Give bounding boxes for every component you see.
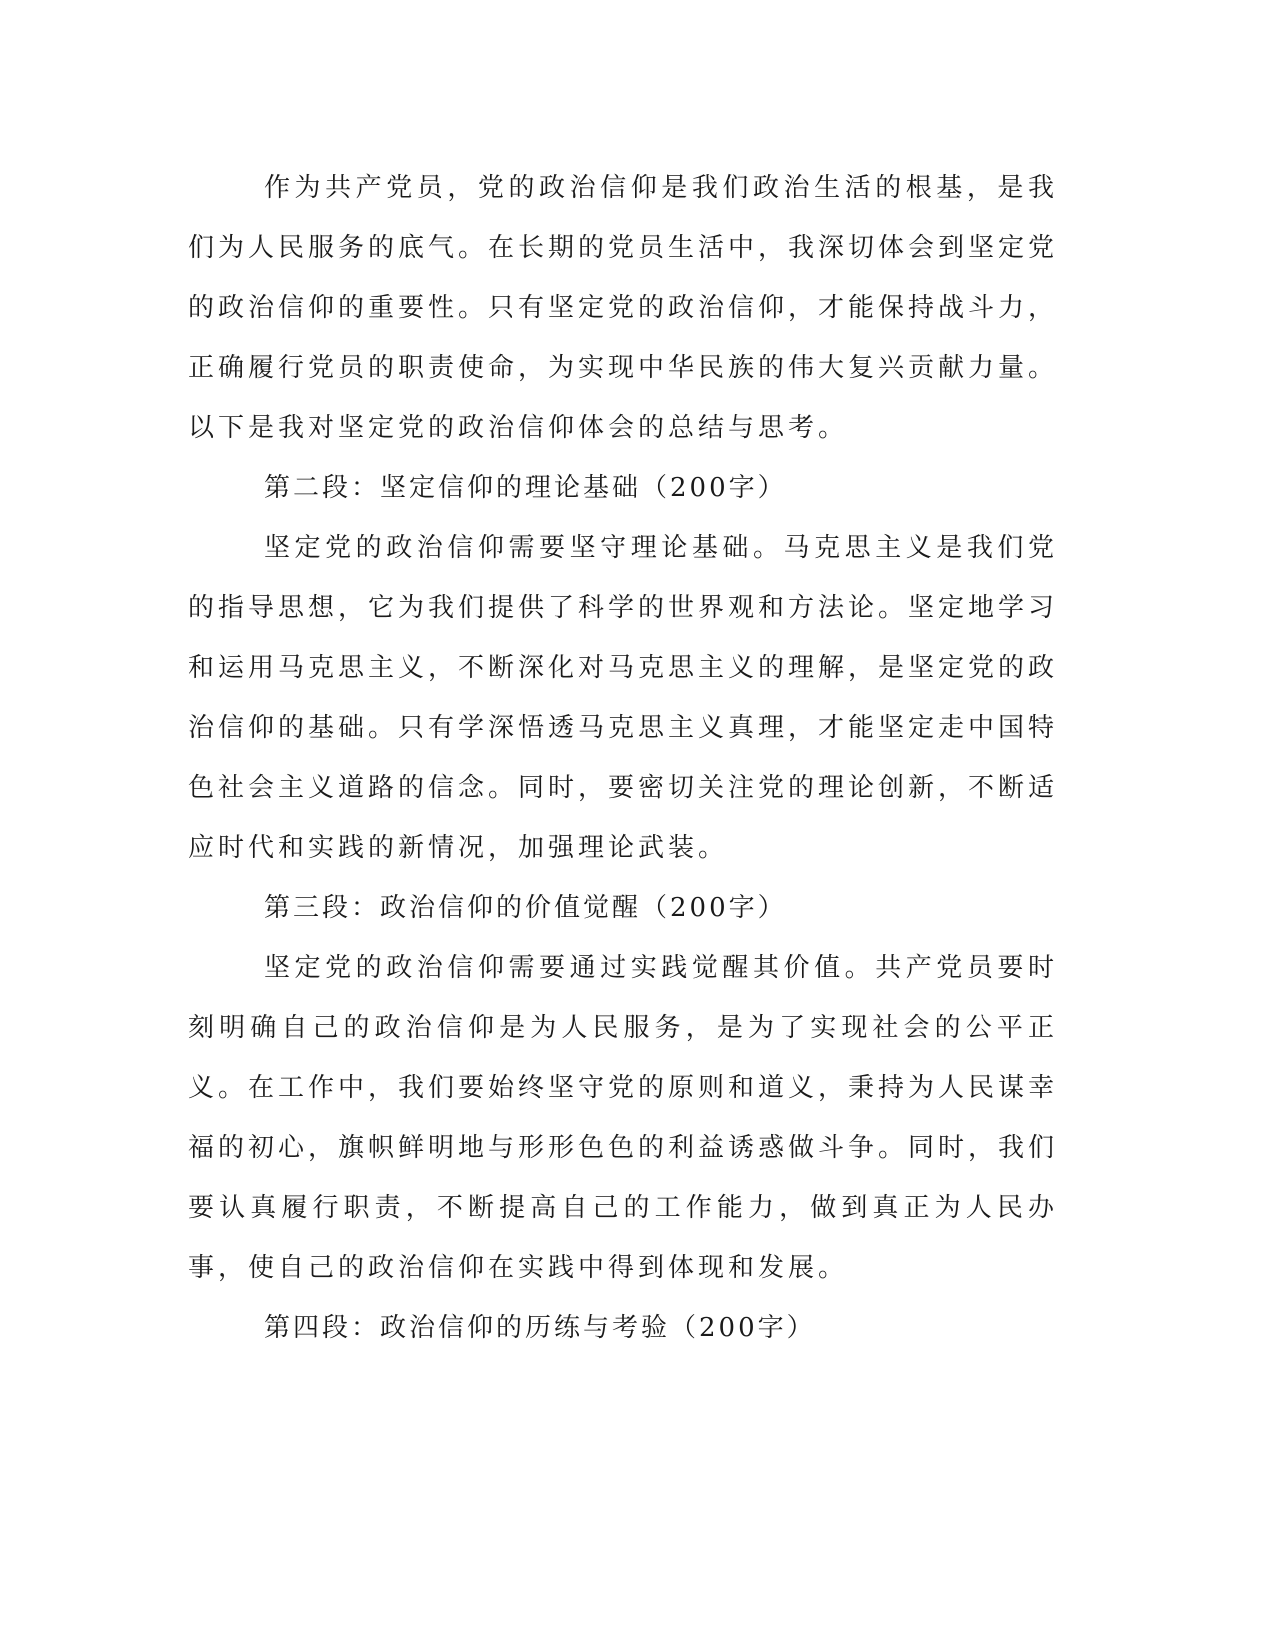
paragraph-intro: 作为共产党员，党的政治信仰是我们政治生活的根基，是我们为人民服务的底气。在长期的党员生活中，我深切体会到坚定党的政治信仰的重要性。只有坚定党的政治信仰，才能保持战斗力，正确履行党员的职责使命，为实现中华民族的伟大复兴贡献力量。以下是我对坚定党的政治信仰体会的总结与思考。 bbox=[188, 173, 1059, 443]
paragraph-3: 坚定党的政治信仰需要通过实践觉醒其价值。共产党员要时刻明确自己的政治信仰是为人民服务，是为了实现社会的公平正义。在工作中，我们要始终坚守党的原则和道义，秉持为人民谋幸福的初心，旗帜鲜明地与形形色色的利益诱惑做斗争。同时，我们要认真履行职责，不断提高自己的工作能力，做到真正为人民办事，使自己的政治信仰在实践中得到体现和发展。 bbox=[188, 953, 1059, 1283]
document-body bbox=[188, 158, 1058, 1358]
paragraph-2: 坚定党的政治信仰需要坚守理论基础。马克思主义是我们党的指导思想，它为我们提供了科学的世界观和方法论。坚定地学习和运用马克思主义，不断深化对马克思主义的理解，是坚定党的政治信仰的基础。只有学深悟透马克思主义真理，才能坚定走中国特色社会主义道路的信念。同时，要密切关注党的理论创新，不断适应时代和实践的新情况，加强理论武装。 bbox=[188, 533, 1059, 863]
section-heading-3: 第三段：政治信仰的价值觉醒（200字） bbox=[264, 893, 787, 923]
section-heading-2: 第二段：坚定信仰的理论基础（200字） bbox=[264, 473, 787, 503]
section-heading-4: 第四段：政治信仰的历练与考验（200字） bbox=[264, 1313, 816, 1343]
